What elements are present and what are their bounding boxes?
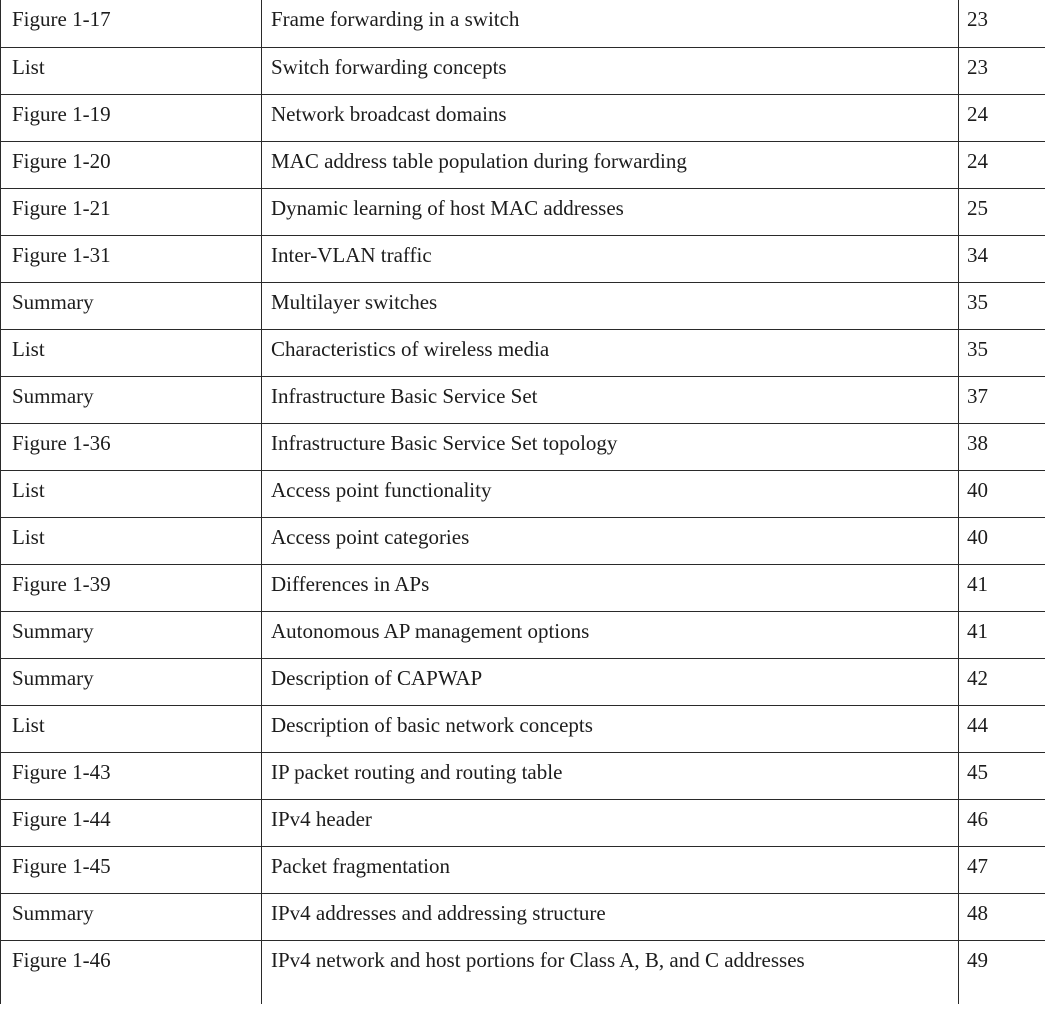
key-topic-page-number: 42 <box>959 658 1045 705</box>
key-topic-description: MAC address table population during forwarding <box>262 141 959 188</box>
key-topic-page-number: 35 <box>959 282 1045 329</box>
table-row <box>1 423 1045 470</box>
key-topic-page-number: 46 <box>959 799 1045 846</box>
key-topic-description: Autonomous AP management options <box>262 611 959 658</box>
table-row <box>1 235 1045 282</box>
key-topic-element: Summary <box>1 376 262 423</box>
table-row <box>1 658 1045 705</box>
table-row <box>1 705 1045 752</box>
key-topic-element: Figure 1-43 <box>1 752 262 799</box>
key-topic-element: List <box>1 517 262 564</box>
table-row <box>1 940 1045 1004</box>
table-row <box>1 517 1045 564</box>
table-row <box>1 799 1045 846</box>
key-topic-element: Figure 1-45 <box>1 846 262 893</box>
key-topic-page-number: 49 <box>959 940 1045 1004</box>
key-topic-page-number: 23 <box>959 47 1045 94</box>
table-row <box>1 564 1045 611</box>
key-topic-page-number: 45 <box>959 752 1045 799</box>
key-topic-description: Frame forwarding in a switch <box>262 0 959 47</box>
key-topic-description: IPv4 addresses and addressing structure <box>262 893 959 940</box>
key-topic-page-number: 44 <box>959 705 1045 752</box>
key-topic-page-number: 34 <box>959 235 1045 282</box>
key-topic-element: Figure 1-17 <box>1 0 262 47</box>
key-topic-page-number: 47 <box>959 846 1045 893</box>
key-topic-element: Summary <box>1 893 262 940</box>
table-row <box>1 329 1045 376</box>
key-topic-page-number: 23 <box>959 0 1045 47</box>
key-topic-description: Access point categories <box>262 517 959 564</box>
key-topic-description: Description of CAPWAP <box>262 658 959 705</box>
key-topic-element: Figure 1-39 <box>1 564 262 611</box>
key-topic-page-number: 24 <box>959 141 1045 188</box>
key-topic-page-number: 24 <box>959 94 1045 141</box>
key-topic-page-number: 41 <box>959 611 1045 658</box>
key-topic-description: Dynamic learning of host MAC addresses <box>262 188 959 235</box>
key-topic-element: Figure 1-46 <box>1 940 262 1004</box>
key-topics-table-body <box>1 0 1045 1004</box>
key-topic-element: Summary <box>1 611 262 658</box>
table-row <box>1 188 1045 235</box>
key-topic-page-number: 25 <box>959 188 1045 235</box>
key-topic-page-number: 41 <box>959 564 1045 611</box>
key-topic-page-number: 37 <box>959 376 1045 423</box>
table-row <box>1 94 1045 141</box>
key-topic-element: List <box>1 47 262 94</box>
key-topic-page-number: 40 <box>959 517 1045 564</box>
table-row <box>1 282 1045 329</box>
key-topic-description: Description of basic network concepts <box>262 705 959 752</box>
key-topic-description: Packet fragmentation <box>262 846 959 893</box>
table-row <box>1 141 1045 188</box>
key-topic-description: IPv4 network and host portions for Class A, B, and C addresses <box>262 940 959 1004</box>
key-topic-page-number: 35 <box>959 329 1045 376</box>
key-topic-description: IPv4 header <box>262 799 959 846</box>
key-topic-description: Multilayer switches <box>262 282 959 329</box>
key-topic-description: Access point functionality <box>262 470 959 517</box>
key-topic-element: List <box>1 705 262 752</box>
table-row <box>1 470 1045 517</box>
key-topic-description: Switch forwarding concepts <box>262 47 959 94</box>
key-topic-description: Characteristics of wireless media <box>262 329 959 376</box>
table-row <box>1 846 1045 893</box>
key-topic-page-number: 38 <box>959 423 1045 470</box>
key-topic-element: Figure 1-20 <box>1 141 262 188</box>
table-row <box>1 0 1045 47</box>
key-topic-description: IP packet routing and routing table <box>262 752 959 799</box>
key-topic-element: Figure 1-21 <box>1 188 262 235</box>
key-topic-description: Network broadcast domains <box>262 94 959 141</box>
key-topic-element: List <box>1 470 262 517</box>
key-topic-element: Summary <box>1 658 262 705</box>
key-topic-element: Figure 1-19 <box>1 94 262 141</box>
table-row <box>1 47 1045 94</box>
key-topic-description: Infrastructure Basic Service Set <box>262 376 959 423</box>
key-topic-page-number: 48 <box>959 893 1045 940</box>
key-topic-element: Figure 1-44 <box>1 799 262 846</box>
key-topic-page-number: 40 <box>959 470 1045 517</box>
key-topic-description: Differences in APs <box>262 564 959 611</box>
table-row <box>1 611 1045 658</box>
table-row <box>1 752 1045 799</box>
key-topic-element: List <box>1 329 262 376</box>
key-topic-element: Figure 1-31 <box>1 235 262 282</box>
key-topic-element: Summary <box>1 282 262 329</box>
table-row <box>1 376 1045 423</box>
table-row <box>1 893 1045 940</box>
key-topic-description: Inter-VLAN traffic <box>262 235 959 282</box>
key-topic-description: Infrastructure Basic Service Set topology <box>262 423 959 470</box>
key-topic-element: Figure 1-36 <box>1 423 262 470</box>
